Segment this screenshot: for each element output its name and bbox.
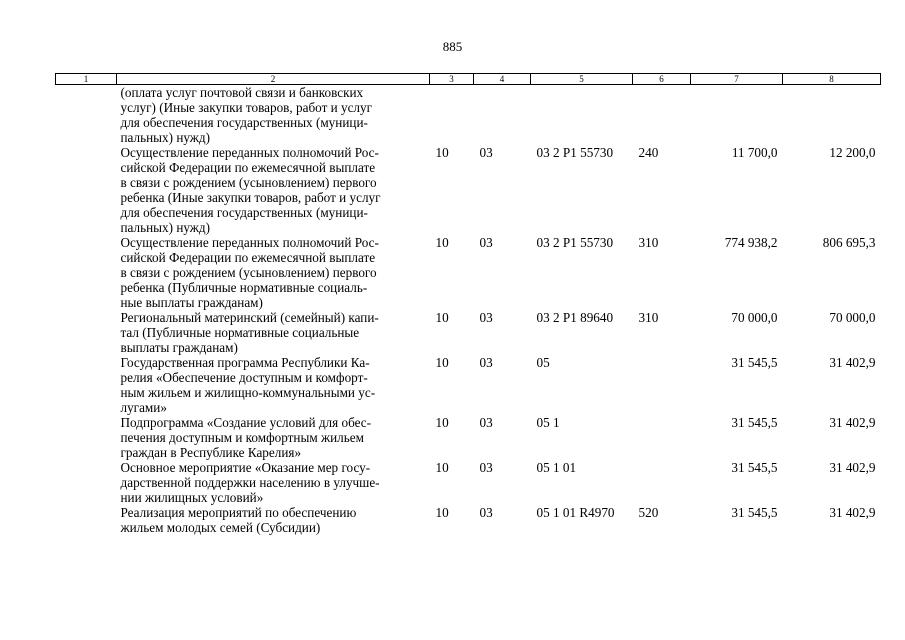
table-body: [56, 85, 881, 536]
row-empty-cell: [56, 85, 117, 146]
row-empty-cell: [56, 415, 117, 460]
row-expense-type: [633, 355, 691, 415]
column-header-7: 7: [691, 74, 783, 85]
page-number: 885: [442, 39, 463, 54]
table-row: [56, 460, 881, 505]
row-amount-1: 31 545,5: [731, 355, 778, 370]
budget-table: [55, 73, 881, 535]
row-section: [430, 85, 474, 146]
row-name: Осуществление переданных полномочий Рос- сийской Федерации по ежемесячной выплате в связи с рождением (усыновлением) первого ребенка (Иные закупки товаров, работ и услуг для обеспечения государственных (муници- пальных) нужд): [120, 145, 381, 235]
table-row: [56, 310, 881, 355]
row-target-code: 05 1: [536, 415, 560, 430]
row-amount-1: 11 700,0: [731, 145, 778, 160]
row-subsection: 03: [479, 460, 493, 475]
row-name: Подпрограмма «Создание условий для обес- печения доступным и комфортным жильем граждан в Республике Карелия»: [120, 415, 372, 460]
table-row: [56, 355, 881, 415]
row-subsection: 03: [479, 145, 493, 160]
row-target-code: 03 2 P1 89640: [536, 310, 614, 325]
row-subsection: 03: [479, 235, 493, 250]
row-name: Основное мероприятие «Оказание мер госу- дарственной поддержки населению в улучше- нии жилищных условий»: [120, 460, 380, 505]
row-expense-type: 240: [638, 145, 659, 160]
row-section: 10: [435, 235, 449, 250]
row-amount-1: 31 545,5: [731, 415, 778, 430]
table-row: [56, 235, 881, 310]
row-amount-2: 806 695,3: [822, 235, 876, 250]
column-header-2: 2: [117, 74, 430, 85]
row-target-code: 03 2 P1 55730: [536, 145, 614, 160]
row-empty-cell: [56, 145, 117, 235]
table-row: [56, 505, 881, 535]
row-subsection: [474, 85, 531, 146]
row-empty-cell: [56, 355, 117, 415]
table-row: [56, 145, 881, 235]
row-subsection: 03: [479, 505, 493, 520]
row-empty-cell: [56, 310, 117, 355]
row-expense-type: 520: [638, 505, 659, 520]
row-amount-2: 31 402,9: [829, 460, 876, 475]
row-expense-type: [633, 85, 691, 146]
row-section: 10: [435, 310, 449, 325]
row-name: Региональный материнский (семейный) капи- тал (Публичные нормативные социальные выплаты гражданам): [120, 310, 379, 355]
row-target-code: 05: [536, 355, 550, 370]
row-amount-1: [691, 85, 783, 146]
row-subsection: 03: [479, 355, 493, 370]
column-header-6: 6: [633, 74, 691, 85]
row-target-code: [531, 85, 633, 146]
column-header-1: 1: [56, 74, 117, 85]
column-header-8: 8: [783, 74, 881, 85]
column-header-5: 5: [531, 74, 633, 85]
row-amount-1: 70 000,0: [731, 310, 778, 325]
row-expense-type: [633, 415, 691, 460]
row-expense-type: 310: [638, 235, 659, 250]
row-amount-1: 31 545,5: [731, 460, 778, 475]
column-header-3: 3: [430, 74, 474, 85]
row-target-code: 05 1 01 R4970: [536, 505, 615, 520]
row-expense-type: [633, 460, 691, 505]
row-section: 10: [435, 355, 449, 370]
row-name: Реализация мероприятий по обеспечению жильем молодых семей (Субсидии): [120, 505, 357, 535]
row-amount-2: 12 200,0: [829, 145, 876, 160]
row-name: (оплата услуг почтовой связи и банковских услуг) (Иные закупки товаров, работ и услуг для обеспечения государственных (муници- пальных) нужд): [120, 85, 373, 145]
header-row: [56, 74, 881, 85]
row-name: Государственная программа Республики Ка- релия «Обеспечение доступным и комфорт- ным жильем и жилищно-коммунальными ус- лугами»: [120, 355, 376, 415]
row-amount-2: 31 402,9: [829, 415, 876, 430]
row-target-code: 03 2 P1 55730: [536, 235, 614, 250]
row-target-code: 05 1 01: [536, 460, 577, 475]
row-empty-cell: [56, 235, 117, 310]
row-empty-cell: [56, 460, 117, 505]
row-empty-cell: [56, 505, 117, 535]
row-expense-type: 310: [638, 310, 659, 325]
row-section: 10: [435, 460, 449, 475]
column-header-4: 4: [474, 74, 531, 85]
row-amount-2: 31 402,9: [829, 355, 876, 370]
table-row: [56, 415, 881, 460]
table-row: [56, 85, 881, 146]
row-amount-1: 31 545,5: [731, 505, 778, 520]
row-amount-2: [783, 85, 881, 146]
row-subsection: 03: [479, 415, 493, 430]
row-amount-2: 31 402,9: [829, 505, 876, 520]
row-section: 10: [435, 505, 449, 520]
row-section: 10: [435, 415, 449, 430]
row-amount-2: 70 000,0: [829, 310, 876, 325]
row-name: Осуществление переданных полномочий Рос- сийской Федерации по ежемесячной выплате в связи с рождением (усыновлением) первого ребенка (Публичные нормативные социаль- ные выплаты гражданам): [120, 235, 379, 310]
row-section: 10: [435, 145, 449, 160]
table-header: [56, 74, 881, 85]
row-amount-1: 774 938,2: [724, 235, 778, 250]
row-subsection: 03: [479, 310, 493, 325]
